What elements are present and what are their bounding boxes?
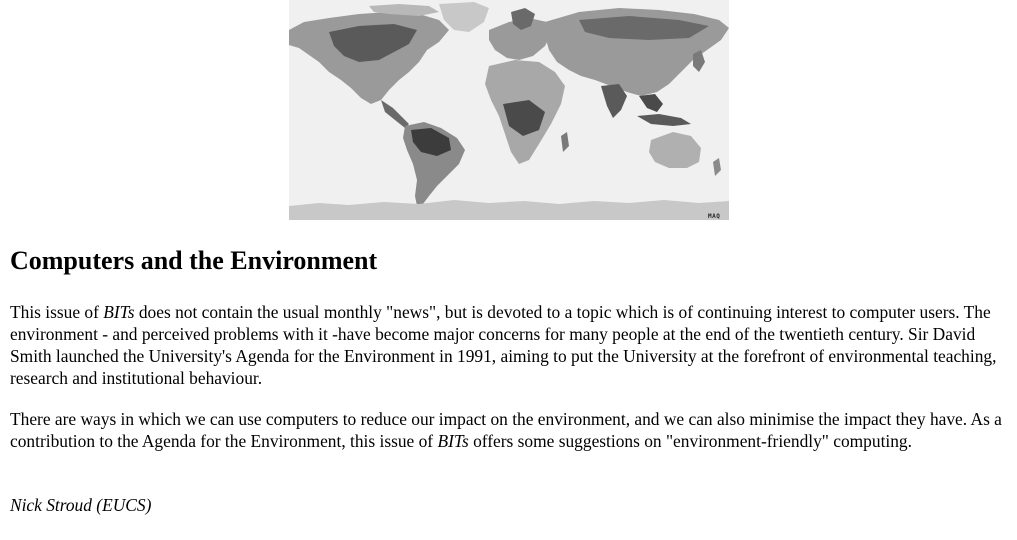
article-paragraph-ways <box>10 408 1010 452</box>
intro-text-end: does not contain the usual monthly "news", but is devoted to a topic which is of continuing interest to computer users. The environment - and perceived problems with it -have become major concerns for many people at the end of the twentieth century. Sir David Smith launched the University's Agenda for the Environment in 1991, aiming to put the University at the forefront of environmental teaching, research and institutional behaviour. <box>10 302 997 388</box>
bits-title-italic: BITs <box>437 431 469 451</box>
author-signature: Nick Stroud (EUCS) <box>10 495 152 515</box>
ways-text-start: There are ways in which we can use computers to reduce our impact on the environment, and we can also minimise the impact they have. As a contribution to the Agenda for the Environment, this issue of <box>10 409 1002 451</box>
world-map-image <box>289 0 729 220</box>
bits-title-italic: BITs <box>103 302 135 322</box>
ways-text-end: offers some suggestions on "environment-friendly" computing. <box>468 431 912 451</box>
article-title: Computers and the Environment <box>10 246 378 275</box>
map-credit: MAQ <box>708 213 721 220</box>
intro-text-start: This issue of <box>10 302 104 322</box>
article-paragraph-intro <box>10 301 1010 389</box>
world-map-figure <box>289 0 729 220</box>
